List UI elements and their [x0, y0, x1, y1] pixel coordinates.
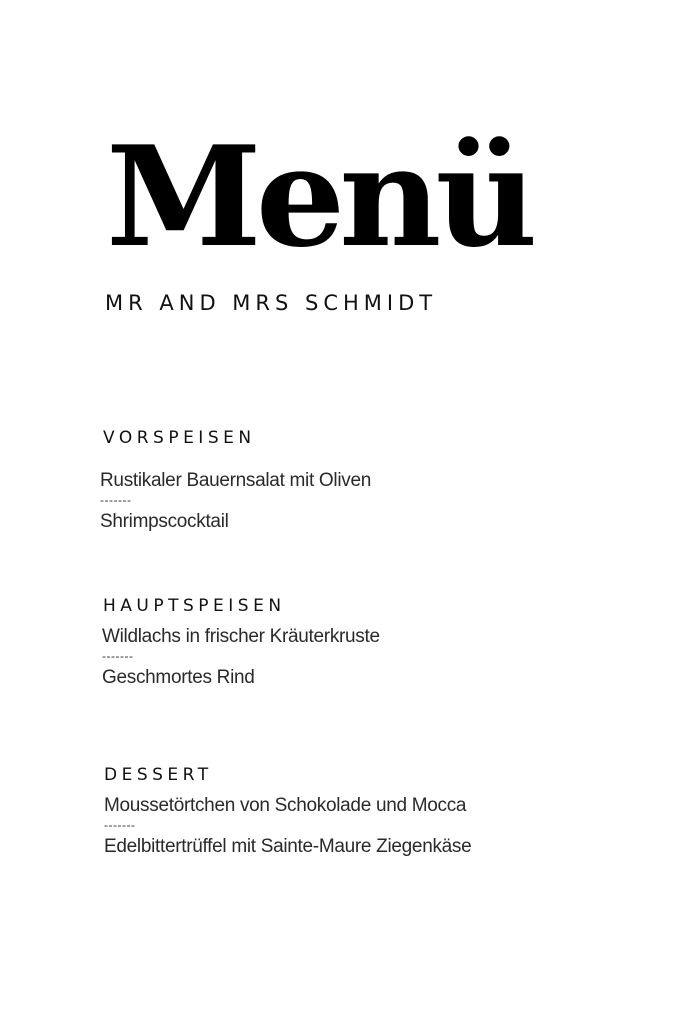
section-heading: HAUPTSPEISEN [103, 596, 286, 616]
section-vorspeisen [100, 428, 371, 533]
dish-separator: ------- [102, 649, 134, 663]
dish-item: Geschmortes Rind [102, 667, 255, 688]
section-heading: DESSERT [104, 765, 213, 785]
dish-item: Shrimpscocktail [100, 511, 229, 532]
menu-subtitle: MR AND MRS SCHMIDT [105, 291, 438, 315]
dish-item: Wildlachs in frischer Kräuterkruste [102, 626, 380, 647]
dish-item: Rustikaler Bauernsalat mit Oliven [100, 470, 371, 491]
section-hauptspeisen [102, 596, 380, 689]
dish-separator: ------- [104, 818, 136, 832]
section-dessert [104, 765, 471, 858]
menu-title: Menü [106, 115, 532, 278]
dish-item: Edelbittertrüffel mit Sainte-Maure Ziegenkäse [104, 836, 472, 857]
section-heading: VORSPEISEN [103, 428, 256, 448]
dish-item: Moussetörtchen von Schokolade und Mocca [104, 795, 467, 816]
dish-separator: ------- [100, 493, 132, 507]
